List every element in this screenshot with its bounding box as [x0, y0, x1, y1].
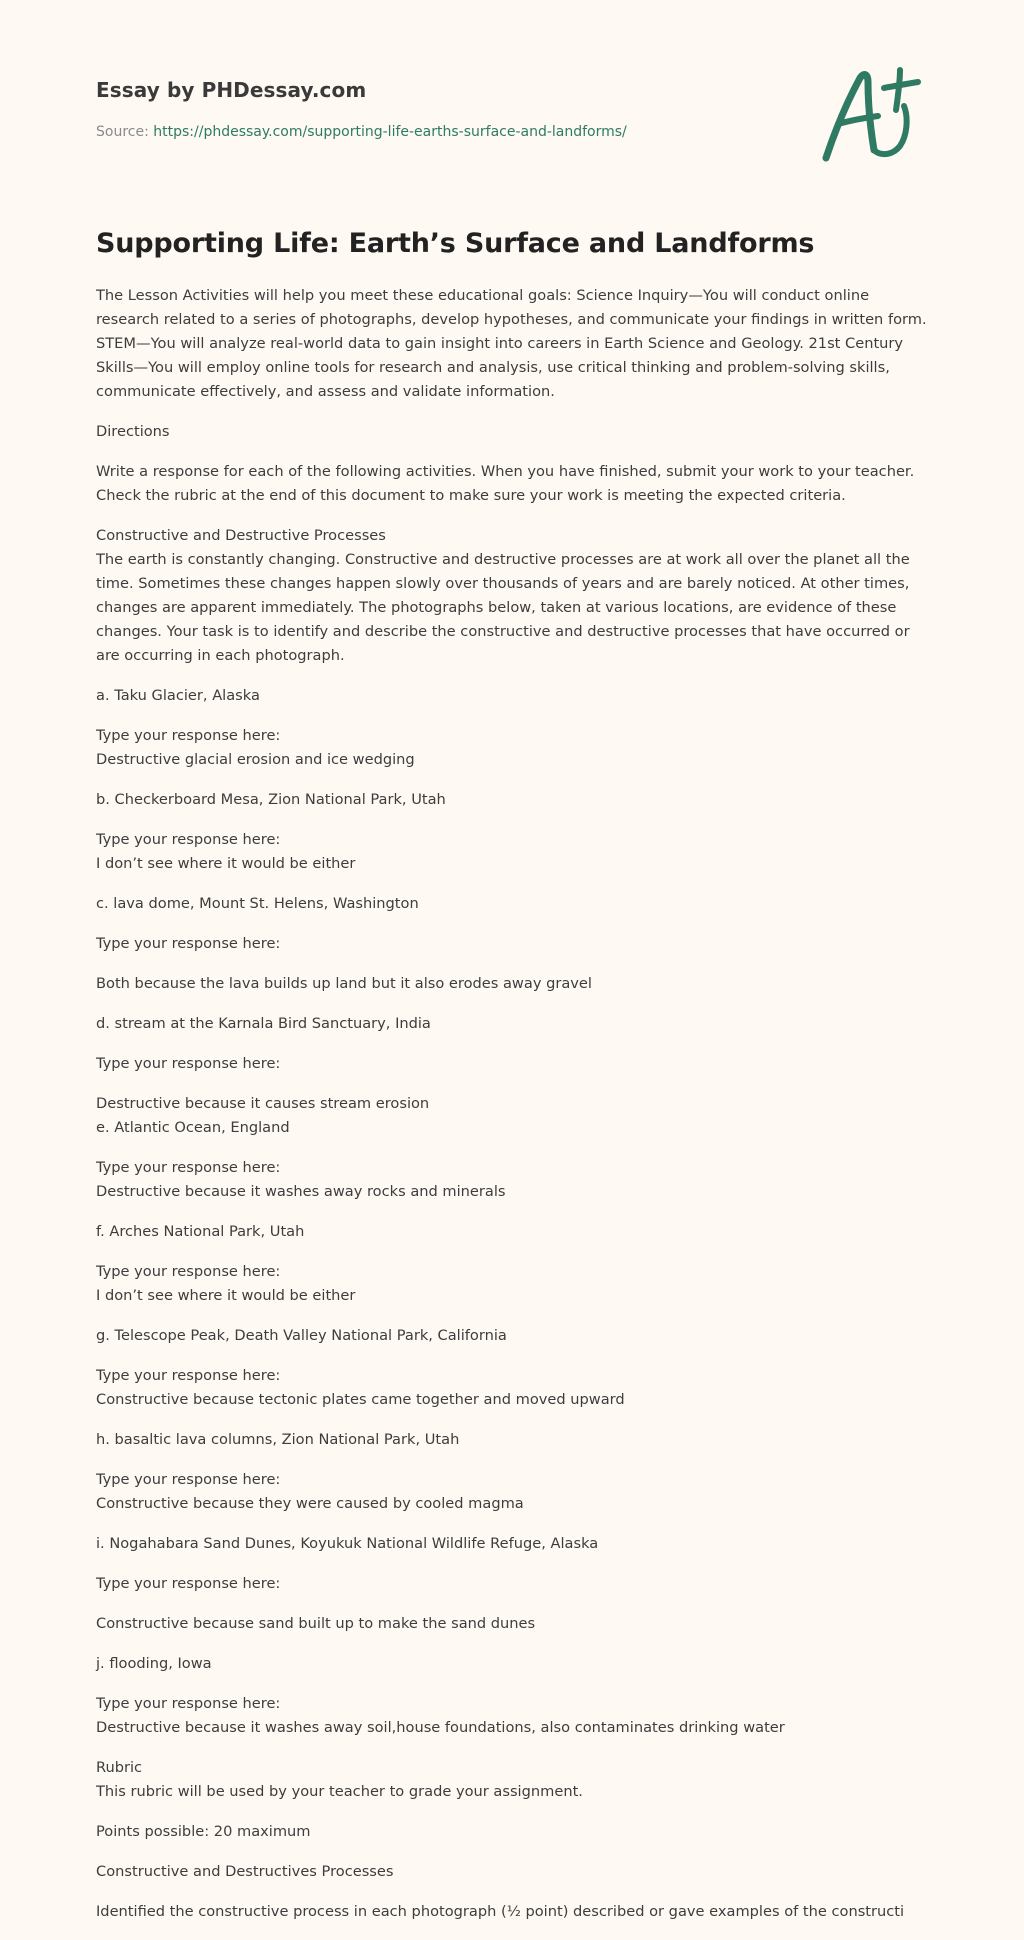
item-response: Type your response here: Destructive because it washes away soil,house foundations, also contaminates drinking water: [96, 1695, 785, 1736]
item-response: Type your response here: Constructive because tectonic plates came together and moved upward: [96, 1367, 625, 1408]
directions-heading: Directions: [96, 423, 170, 440]
brand-title: Essay by PHDessay.com: [96, 78, 367, 102]
rubric-criterion: Identified the constructive process in each photograph (½ point) described or gave examples of the constructi: [96, 1903, 905, 1920]
item-response: Type your response here: Destructive glacial erosion and ice wedging: [96, 727, 415, 768]
points-possible: Points possible: 20 maximum: [96, 1823, 311, 1840]
item-label: b. Checkerboard Mesa, Zion National Park, Utah: [96, 791, 446, 808]
item-label: f. Arches National Park, Utah: [96, 1223, 305, 1240]
source-label: Source:: [96, 124, 149, 140]
item-label: c. lava dome, Mount St. Helens, Washington: [96, 895, 419, 912]
item-response: Type your response here: I don’t see where it would be either: [96, 831, 356, 872]
source-link[interactable]: https://phdessay.com/supporting-life-earths-surface-and-landforms/: [153, 124, 627, 140]
response-prompt: Type your response here:: [96, 1055, 281, 1072]
item-response: Type your response here: I don’t see where it would be either: [96, 1263, 356, 1304]
site-header: [96, 0, 928, 200]
essay-title: Supporting Life: Earth’s Surface and Landforms: [96, 228, 815, 259]
item-response: Constructive because sand built up to make the sand dunes: [96, 1615, 536, 1632]
response-prompt: Type your response here:: [96, 935, 281, 952]
item-label: j. flooding, Iowa: [96, 1655, 212, 1672]
item-label: i. Nogahabara Sand Dunes, Koyukuk National Wildlife Refuge, Alaska: [96, 1535, 599, 1552]
rubric-section-heading: Constructive and Destructives Processes: [96, 1863, 394, 1880]
item-response: Type your response here: Destructive because it washes away rocks and minerals: [96, 1159, 506, 1200]
item-label: h. basaltic lava columns, Zion National Park, Utah: [96, 1431, 460, 1448]
item-label: d. stream at the Karnala Bird Sanctuary, India: [96, 1015, 431, 1032]
rubric-paragraph: Rubric This rubric will be used by your teacher to grade your assignment.: [96, 1759, 583, 1800]
item-label: g. Telescope Peak, Death Valley National Park, California: [96, 1327, 507, 1344]
processes-paragraph: Constructive and Destructive Processes The earth is constantly changing. Constructive and destructive processes are at work all over the planet all the time. Sometimes these changes happen slowly over thousands of years and are barely noticed. At other times, changes are apparent immediately. The photographs below, taken at various locations, are evidence of these changes. Your task is to identify and describe the constructive and destructive processes that have occurred or are occurring in each photograph.: [96, 527, 910, 664]
response-prompt: Type your response here:: [96, 1575, 281, 1592]
item-response: Destructive because it causes stream erosion e. Atlantic Ocean, England: [96, 1095, 430, 1136]
intro-paragraph: The Lesson Activities will help you meet these educational goals: Science Inquiry—You will conduct online research related to a series of photographs, develop hypotheses, and communicate your findings in written form. STEM—You will analyze real-world data to gain insight into careers in Earth Science and Geology. 21st Century Skills—You will employ online tools for research and analysis, use critical thinking and problem-solving skills, communicate effectively, and assess and validate information.: [96, 287, 927, 400]
directions-paragraph: Write a response for each of the following activities. When you have finished, submit your work to your teacher. Check the rubric at the end of this document to make sure your work is meeting the expected criteria.: [96, 463, 915, 504]
item-response: Type your response here: Constructive because they were caused by cooled magma: [96, 1471, 524, 1512]
a-plus-logo-icon: [818, 66, 922, 166]
source-line: [96, 124, 627, 140]
item-label: a. Taku Glacier, Alaska: [96, 687, 260, 704]
essay-body: [96, 284, 936, 1940]
item-response: Both because the lava builds up land but it also erodes away gravel: [96, 975, 592, 992]
